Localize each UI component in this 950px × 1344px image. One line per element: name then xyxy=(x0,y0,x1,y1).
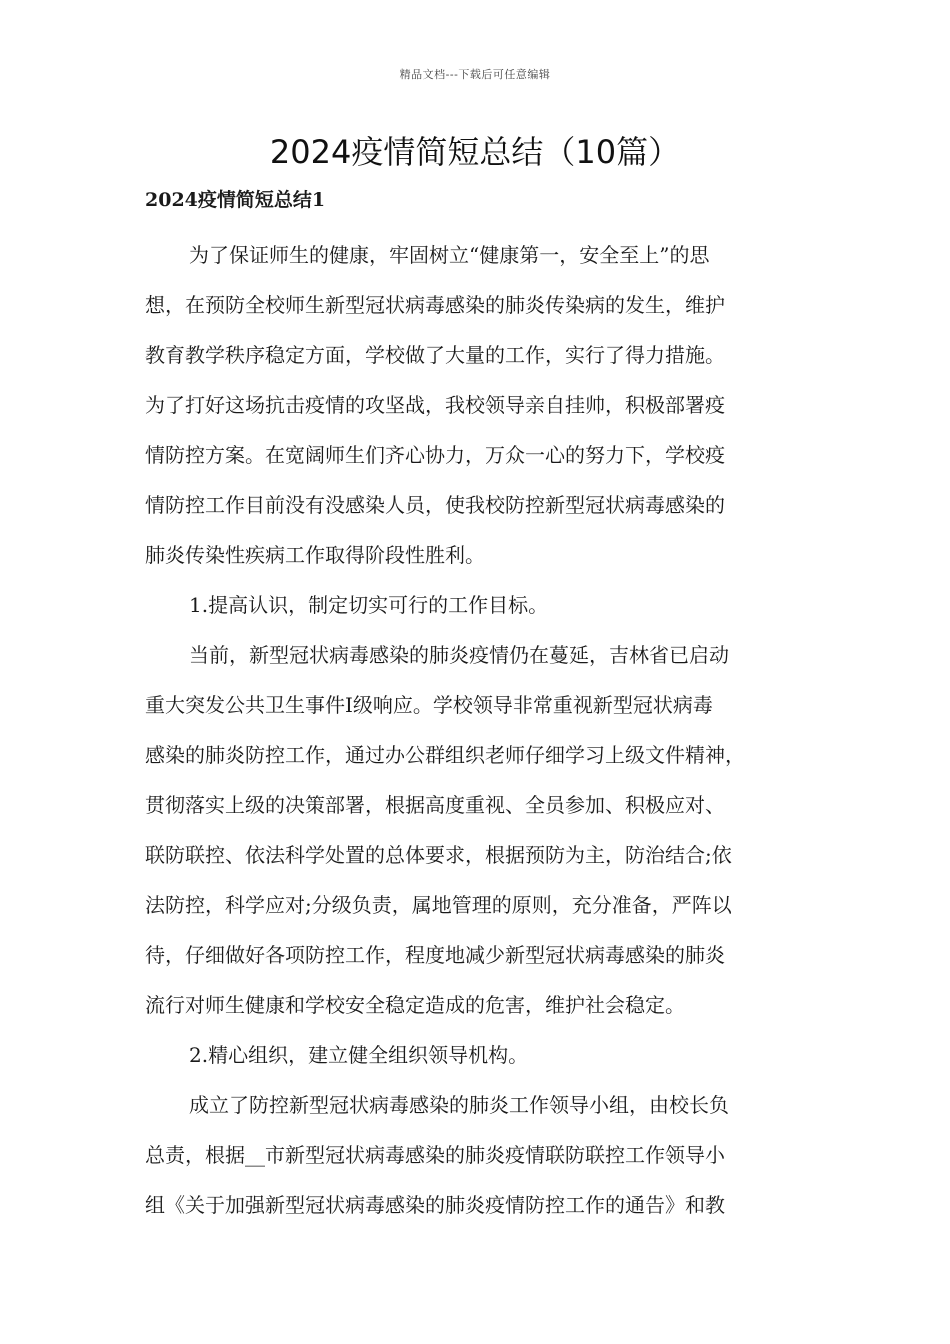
paragraph xyxy=(145,1030,810,1080)
paragraph-line: 为了保证师生的健康，牢固树立“健康第一，安全至上”的思 xyxy=(189,243,710,267)
paragraph xyxy=(145,1080,810,1230)
paragraph-line: 1.提高认识，制定切实可行的工作目标。 xyxy=(189,593,549,617)
paragraph-line: 组《关于加强新型冠状病毒感染的肺炎疫情防控工作的通告》和教 xyxy=(145,1193,725,1217)
section-heading: 2024疫情简短总结1 xyxy=(145,189,326,211)
paragraph xyxy=(145,230,810,580)
paragraph-line: 2.精心组织，建立健全组织领导机构。 xyxy=(189,1043,529,1067)
paragraph-line: 联防联控、依法科学处置的总体要求，根据预防为主，防治结合;依 xyxy=(145,843,732,867)
paragraph-line: 流行对师生健康和学校安全稳定造成的危害，维护社会稳定。 xyxy=(145,993,685,1017)
paragraph-line: 成立了防控新型冠状病毒感染的肺炎工作领导小组，由校长负 xyxy=(189,1093,729,1117)
paragraph-line: 待，仔细做好各项防控工作，程度地减少新型冠状病毒感染的肺炎 xyxy=(145,943,725,967)
paragraph-line: 肺炎传染性疾病工作取得阶段性胜利。 xyxy=(145,543,485,567)
paragraph-line: 总责，根据__市新型冠状病毒感染的肺炎疫情联防联控工作领导小 xyxy=(145,1143,725,1167)
paragraph xyxy=(145,580,810,630)
paragraph-line: 教育教学秩序稳定方面，学校做了大量的工作，实行了得力措施。 xyxy=(145,343,725,367)
paragraph-line: 法防控，科学应对;分级负责，属地管理的原则，充分准备，严阵以 xyxy=(145,893,732,917)
page-header-note: 精品文档---下载后可任意编辑 xyxy=(399,68,551,81)
paragraph-line: 重大突发公共卫生事件Ⅰ级响应。学校领导非常重视新型冠状病毒 xyxy=(145,693,713,717)
paragraph-line: 情防控方案。在宽阔师生们齐心协力，万众一心的努力下，学校疫 xyxy=(145,443,725,467)
paragraph-line: 当前，新型冠状病毒感染的肺炎疫情仍在蔓延，吉林省已启动 xyxy=(189,643,729,667)
paragraph-line: 情防控工作目前没有没感染人员，使我校防控新型冠状病毒感染的 xyxy=(145,493,725,517)
paragraph-line: 想，在预防全校师生新型冠状病毒感染的肺炎传染病的发生，维护 xyxy=(145,293,725,317)
document-body xyxy=(145,230,810,1230)
paragraph xyxy=(145,630,810,1030)
paragraph-line: 贯彻落实上级的决策部署，根据高度重视、全员参加、积极应对、 xyxy=(145,793,725,817)
document-title: 2024疫情简短总结（10篇） xyxy=(269,133,681,171)
paragraph-line: 感染的肺炎防控工作，通过办公群组织老师仔细学习上级文件精神， xyxy=(145,743,745,767)
paragraph-line: 为了打好这场抗击疫情的攻坚战，我校领导亲自挂帅，积极部署疫 xyxy=(145,393,725,417)
